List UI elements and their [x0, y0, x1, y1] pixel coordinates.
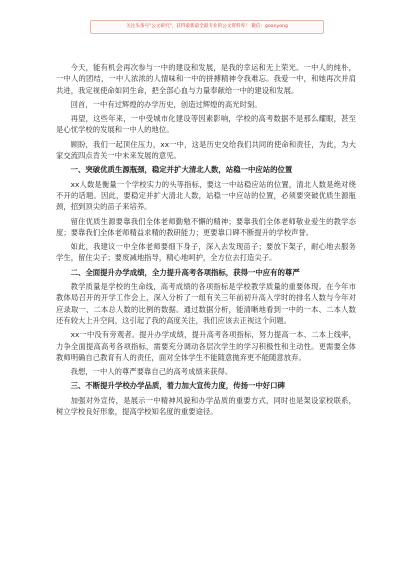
body-paragraph: 留住优质生源要靠我们全体老师勤勉不懈的精神；要靠我们全体老师敬业爱生的教学态度；要靠我们全体老师精益求精的教研能力；更要靠口碑不断提升的学校声誉。: [56, 216, 356, 237]
body-paragraph: xx一中没有旁观者。提升办学成绩，提升高考各项指标，努力提高一本、二本上线率，力争全面提高高考各项指标，需要充分调动各层次学生的学习积极性和主动性。更需要全体教师明确自己教育有人的责任，面对全体学生不能随意抛弃更不能随意放弃。: [56, 330, 356, 362]
body-paragraph: 顾盼，我们一起顶住压力，xx一中，这是历史交给我们共同的使命和责任，为此，为大家交流四点肯关一中未来发展的意见。: [56, 139, 356, 161]
section-heading: 三、不断提升学校办学品质，着力加大宣传力度，传扬一中好口碑: [70, 381, 285, 391]
section-heading: 一、突破优质生源瓶颈，稳定并扩大清北人数，站稳一中应站的位置: [70, 165, 293, 175]
body-paragraph: 回首，一中有过辉煌的办学历史，创造过辉煌的高光时刻。: [70, 99, 262, 109]
body-paragraph: 加强对外宣传，是展示一中精神风貌和办学品质的重要方式，同时也是架设家校联系，树立学校良好形象，提高学校知名度的重要途径。: [56, 395, 356, 417]
body-paragraph: xx人数是衡量一个学校实力的头等指标，要这一中站稳应站的位置，清北人数是绝对绕不开的话题。因此，要稳定并扩大清北人数，站稳一中应站的位置，必须要突破优质生源瓶颈，招到顶尖的苗子来培养。: [56, 179, 356, 212]
body-paragraph: 如此，我建议一中全体老师要细下身子，深入去发现苗子；要放下架子，耐心地去服务学生，留住尖子；要废减地指导，精心地呵护，全方位去打造尖子。: [56, 242, 356, 263]
body-paragraph: 我想，一中人的尊严要靠自己的高考成绩来获得。: [70, 367, 233, 377]
header-banner: 关注头条号"公文研究"，获得最新最全最专业的公文资料库！ 微信：goanyong: [90, 20, 324, 34]
body-paragraph: 今天，能有机会再次参与一中的建设和发展，是我的幸运和无上荣光。一中人的纯朴，一中人的团结，一中人浓浓的人情味和一中的拼搏精神令我难忘。我爱一中，和她再次并肩共进，我定视使命如同生命，把全部心血与力量奉献给一中的建设和发展。: [56, 63, 356, 95]
section-heading: 二、全面提升办学成绩，全力提升高考各项指标，获得一中应有的尊严: [70, 267, 300, 277]
body-paragraph: 教学质量是学校的生命线，高考成绩的各项指标是学校教学质量的重要体现。在今年市教体局召开的开学工作会上，深入分析了一组有关三年前初升高入学时的排名人数与今年对应录取一、二本总人数的比例的数据。通过数据分析，能清晰地看到一中的一本、二本人数还有较大上升空间，这引起了我的高度关注，我们应该去正视这个问题。: [56, 282, 356, 325]
body-paragraph: 再望，这些年来，一中受城市化建设等因素影响，学校的高考数据不是那么耀眼，甚至是心忧学校的发展和一中人的地位。: [56, 114, 356, 135]
document-body: [56, 62, 356, 420]
